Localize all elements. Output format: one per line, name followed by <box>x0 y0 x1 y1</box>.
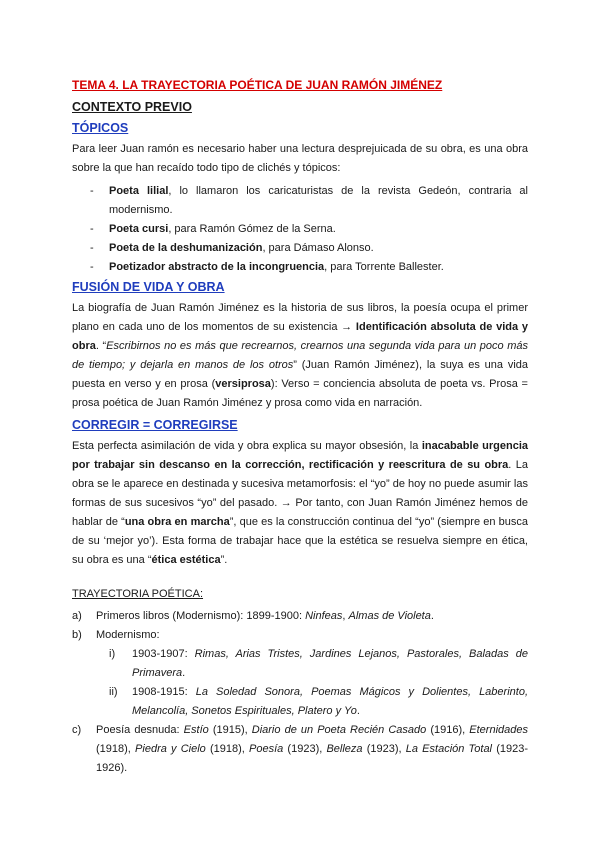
topicos-intro: Para leer Juan ramón es necesario haber una lectura desprejuicada de su obra, es una obra sobre la que han recaído todo tipo de clichés y tópicos: <box>72 143 528 174</box>
section-heading-contexto: CONTEXTO PREVIO <box>72 100 192 114</box>
list-item: ii) 1908-1915: La Soledad Sonora, Poemas Mágicos y Dolientes, Laberinto, Melancolía, Sonetos Espirituales, Platero y Yo. <box>109 686 528 717</box>
list-item: - Poetizador abstracto de la incongruencia, para Torrente Ballester. <box>109 258 528 277</box>
section-heading-corregir[interactable]: CORREGIR = CORREGIRSE <box>72 418 238 432</box>
list-item: c) Poesía desnuda: Estío (1915), Diario de un Poeta Recién Casado (1916), Eternidades (1918), Piedra y Cielo (1918), Poesía (1923), Belleza (1923), La Estación Total (1923-1926). <box>72 724 528 774</box>
modernismo-sublist <box>96 645 528 721</box>
list-item: - Poeta cursi, para Ramón Gómez de la Serna. <box>109 220 528 239</box>
list-item: i) 1903-1907: Rimas, Arias Tristes, Jardines Lejanos, Pastorales, Baladas de Primavera. <box>109 648 528 679</box>
section-heading-topicos[interactable]: TÓPICOS <box>72 121 129 135</box>
list-item: - Poeta lilial, lo llamaron los caricaturistas de la revista Gedeón, contraria al modernismo. <box>109 182 528 220</box>
fusion-paragraph: La biografía de Juan Ramón Jiménez es la historia de sus libros, la poesía ocupa el primer plano en cada uno de los momentos de su existencia → Identificación absoluta de vida y obra. “Escribirnos no es más que recrearnos, crearnos una segunda vida para un poco más de tiempo; y dejarla en manos de los otros” (Juan Ramón Jiménez), la suya es una vida puesta en verso y en prosa (versiprosa): Verso = conciencia absoluta de poeta vs. Prosa = prosa poética de Juan Ramón Jiménez y prosa como vida en narración. <box>72 302 528 409</box>
document-page <box>72 78 528 778</box>
topicos-list <box>72 182 528 277</box>
list-item: - Poeta de la deshumanización, para Dámaso Alonso. <box>109 239 528 258</box>
list-item: a) Primeros libros (Modernismo): 1899-1900: Ninfeas, Almas de Violeta. <box>72 610 434 622</box>
list-item: b) Modernismo: i) 1903-1907: Rimas, Arias Tristes, Jardines Lejanos, Pastorales, Baladas de Primavera. ii) 1908-1915: La Soledad Sonora, Poemas Mágicos y Dolientes, Laberinto, Melancolía, Sonetos Espirituales, Platero y Yo. <box>72 626 528 721</box>
corregir-paragraph: Esta perfecta asimilación de vida y obra explica su mayor obsesión, la inacabable urgencia por trabajar sin descanso en la corrección, rectificación y reescritura de su obra. La obra se le aparece en destinada y sucesiva metamorfosis: el “yo” de hoy no puede asumir las formas de sus sucesivos “yo” del pasado. → Por tanto, con Juan Ramón Jiménez hemos de hablar de “una obra en marcha”, que es la construcción continua del “yo” (siempre en busca de su ‘mejor yo’). Esta forma de trabajar hace que la estética se resuelva siempre en ética, su obra es una “ética estética”. <box>72 440 529 566</box>
section-heading-fusion[interactable]: FUSIÓN DE VIDA Y OBRA <box>72 280 225 294</box>
document-title: TEMA 4. LA TRAYECTORIA POÉTICA DE JUAN RAMÓN JIMÉNEZ <box>72 78 443 92</box>
section-heading-trayectoria: TRAYECTORIA POÉTICA: <box>72 588 204 600</box>
trayectoria-list <box>72 607 528 778</box>
